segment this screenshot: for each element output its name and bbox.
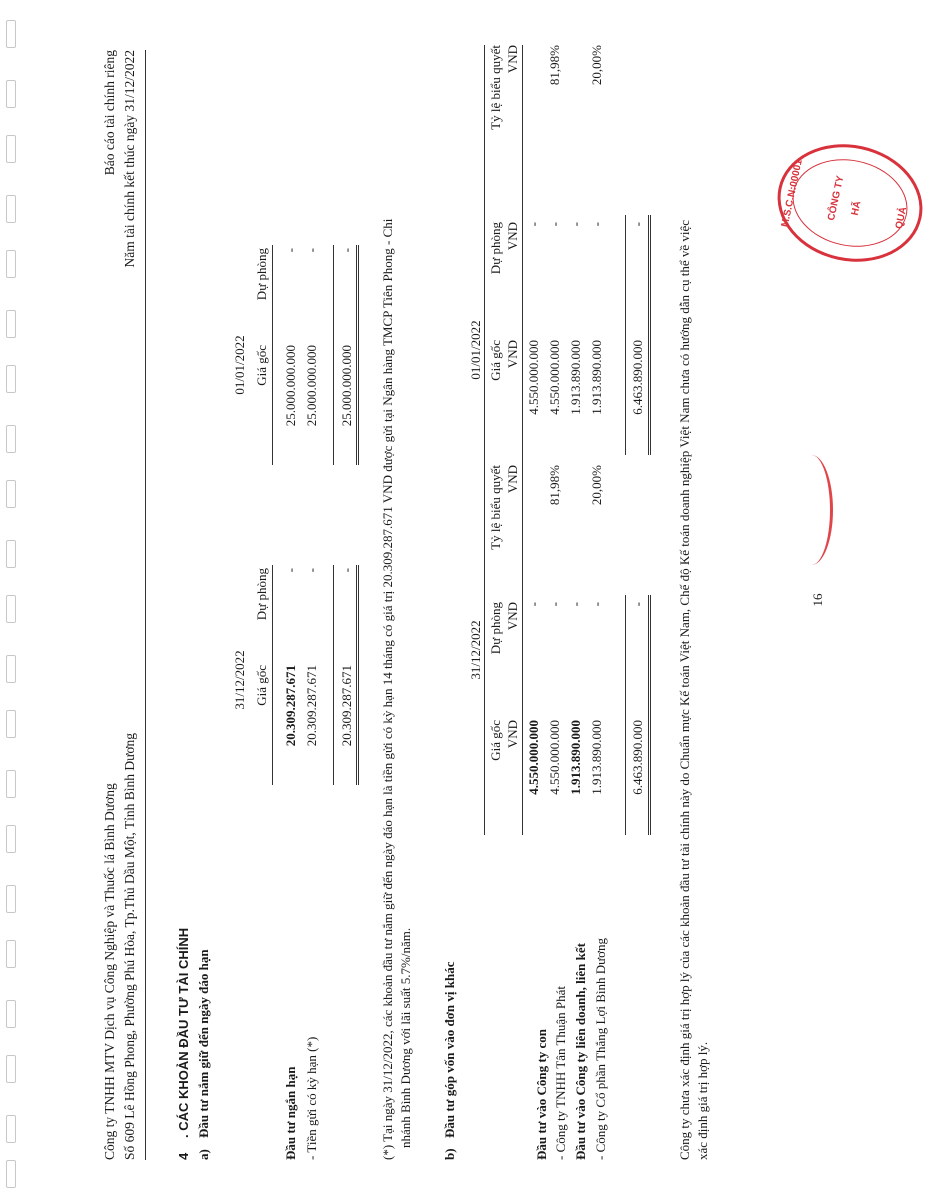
part-a-double-rule bbox=[356, 245, 359, 465]
part-a-row-label: Đầu tư ngắn hạn bbox=[283, 1066, 298, 1160]
part-b-vote1: 20,00% bbox=[589, 465, 604, 506]
part-a-title: Đầu tư nắm giữ đến ngày đáo hạn bbox=[196, 949, 211, 1138]
part-b-prov1: - bbox=[547, 602, 562, 607]
part-b-unit: VND bbox=[505, 465, 520, 494]
part-b-prov1: - bbox=[589, 602, 604, 607]
part-b-cost1: 4.550.000.000 bbox=[547, 720, 562, 795]
header-rule bbox=[145, 50, 146, 1160]
binder-hole bbox=[6, 310, 16, 338]
part-b-vote2: 81,98% bbox=[547, 45, 562, 86]
binder-hole bbox=[6, 80, 16, 108]
part-a-total-rule bbox=[333, 245, 334, 465]
part-a-prov1: - bbox=[304, 568, 319, 573]
part-a-prov2: - bbox=[283, 248, 298, 253]
part-b-period2: 01/01/2022 bbox=[468, 320, 483, 380]
binder-hole bbox=[6, 365, 16, 393]
report-title: Báo cáo tài chính riêng bbox=[102, 50, 117, 176]
part-a-total-cost2: 25.000.000.000 bbox=[339, 345, 354, 427]
section-title: . CÁC KHOẢN ĐẦU TƯ TÀI CHÍNH bbox=[176, 927, 191, 1138]
binder-hole bbox=[6, 425, 16, 453]
rotated-page bbox=[50, 20, 850, 1180]
part-a-letter: a) bbox=[196, 1149, 211, 1160]
part-a-cost2: 25.000.000.000 bbox=[283, 345, 298, 427]
part-b-prov2: - bbox=[526, 222, 541, 227]
binder-hole bbox=[6, 1115, 16, 1143]
part-b-title: Đầu tư góp vốn vào đơn vị khác bbox=[442, 961, 457, 1138]
part-b-vote1: 81,98% bbox=[547, 465, 562, 506]
part-b-unit: VND bbox=[505, 720, 520, 749]
part-b-col-prov1: Dự phòng bbox=[488, 602, 503, 655]
part-b-total-rule bbox=[625, 595, 626, 835]
part-b-cost1: 1.913.890.000 bbox=[568, 720, 583, 795]
part-b-prov1: - bbox=[568, 602, 583, 607]
part-b-col-cost1: Giá gốc bbox=[488, 720, 503, 761]
part-b-period-rule bbox=[484, 45, 485, 835]
binder-hole bbox=[6, 250, 16, 278]
part-a-col-cost1: Giá gốc bbox=[254, 665, 269, 706]
section-number: 4 bbox=[176, 1152, 191, 1160]
company-name: Công ty TNHH MTV Dịch vụ Công Nghiệp và Thuốc lá Bình Dương bbox=[102, 783, 117, 1160]
part-a-double-rule bbox=[356, 565, 359, 785]
part-b-prov2: - bbox=[568, 222, 583, 227]
binder-hole bbox=[6, 480, 16, 508]
part-b-prov1: - bbox=[526, 602, 541, 607]
seal-text: M.S.C.N:00001 bbox=[779, 158, 805, 229]
part-a-total-rule bbox=[333, 565, 334, 785]
part-a-prov2: - bbox=[304, 248, 319, 253]
part-a-header-rule bbox=[272, 565, 273, 785]
part-b-cost1: 1.913.890.000 bbox=[589, 720, 604, 795]
part-a-note-line2: nhánh Bình Dương với lãi suất 5.7%/năm. bbox=[398, 927, 413, 1148]
part-b-cost1: 4.550.000.000 bbox=[526, 720, 541, 795]
binder-hole bbox=[6, 710, 16, 738]
binder-hole bbox=[6, 195, 16, 223]
binder-hole bbox=[6, 20, 16, 48]
part-a-total-cost1: 20.309.287.671 bbox=[339, 665, 354, 747]
part-b-cost2: 4.550.000.000 bbox=[526, 340, 541, 415]
part-a-note-line1: (*) Tại ngày 31/12/2022, các khoản đầu tư nắm giữ đến ngày đáo hạn là tiền gửi có kỳ hạn 14 tháng có giá trị 20.309.287.671 VND được gửi tại Ngân hàng TMCP Tiên Phong - Chi bbox=[380, 218, 395, 1160]
part-a-header-rule bbox=[272, 245, 273, 465]
part-b-cost2: 1.913.890.000 bbox=[589, 340, 604, 415]
part-b-period1: 31/12/2022 bbox=[468, 620, 483, 680]
binder-hole bbox=[6, 940, 16, 968]
part-b-unit: VND bbox=[505, 340, 520, 369]
binder-holes bbox=[6, 20, 18, 1190]
part-b-unit: VND bbox=[505, 222, 520, 251]
binder-hole bbox=[6, 1055, 16, 1083]
part-b-row-label: - Công ty Cổ phần Thắng Lợi Bình Dương bbox=[593, 937, 608, 1160]
page-number: 16 bbox=[810, 593, 825, 607]
part-b-col-vote1: Tỷ lệ biểu quyết bbox=[488, 465, 503, 550]
part-b-total-rule bbox=[625, 215, 626, 455]
part-b-double-rule bbox=[648, 215, 651, 455]
part-a-row-label: - Tiền gửi có kỳ hạn (*) bbox=[304, 1036, 319, 1160]
part-b-header-rule bbox=[522, 45, 523, 835]
part-a-period1: 31/12/2022 bbox=[232, 650, 247, 710]
part-b-col-vote2: Tỷ lệ biểu quyết bbox=[488, 45, 503, 130]
part-b-unit: VND bbox=[505, 45, 520, 74]
part-b-letter: b) bbox=[442, 1148, 457, 1160]
part-b-prov2: - bbox=[589, 222, 604, 227]
part-a-period2: 01/01/2022 bbox=[232, 335, 247, 395]
binder-hole bbox=[6, 825, 16, 853]
part-b-cost2: 1.913.890.000 bbox=[568, 340, 583, 415]
part-b-total-cost2: 6.463.890.000 bbox=[630, 340, 645, 415]
footer-note-line1: Công ty chưa xác định giá trị hợp lý của các khoản đầu tư tài chính này do Chuẩn mực Kế toán Việt Nam, Chế độ Kế toán doanh nghiệp Việt Nam chưa có hướng dẫn cụ thể về việc bbox=[677, 219, 692, 1160]
part-b-prov2: - bbox=[547, 222, 562, 227]
binder-hole bbox=[6, 540, 16, 568]
part-b-row-label: - Công ty TNHH Tân Thuận Phát bbox=[553, 985, 568, 1160]
part-b-total-cost1: 6.463.890.000 bbox=[630, 720, 645, 795]
part-a-cost1: 20.309.287.671 bbox=[283, 665, 298, 747]
part-b-total-prov2: - bbox=[630, 222, 645, 227]
part-a-col-prov1: Dự phòng bbox=[254, 568, 269, 621]
seal-text: HÃ bbox=[849, 200, 864, 217]
part-b-col-cost2: Giá gốc bbox=[488, 340, 503, 381]
part-b-row-label: Đầu tư vào Công ty liên doanh, liên kết bbox=[573, 943, 588, 1160]
seal-text: QUẢ bbox=[893, 205, 910, 230]
part-b-row-label: Đầu tư vào Công ty con bbox=[534, 1029, 549, 1160]
part-a-col-prov2: Dự phòng bbox=[254, 248, 269, 301]
part-a-total-prov1: - bbox=[339, 568, 354, 573]
binder-hole bbox=[6, 770, 16, 798]
binder-hole bbox=[6, 655, 16, 683]
binder-hole bbox=[6, 885, 16, 913]
part-b-double-rule bbox=[648, 595, 651, 835]
part-b-cost2: 4.550.000.000 bbox=[547, 340, 562, 415]
part-b-vote2: 20,00% bbox=[589, 45, 604, 86]
binder-hole bbox=[6, 135, 16, 163]
part-a-col-cost2: Giá gốc bbox=[254, 345, 269, 386]
binder-hole bbox=[6, 1000, 16, 1028]
footer-note-line2: xác định giá trị hợp lý. bbox=[695, 1041, 710, 1160]
binder-hole bbox=[6, 595, 16, 623]
part-a-total-prov2: - bbox=[339, 248, 354, 253]
part-a-cost1: 20.309.287.671 bbox=[304, 665, 319, 747]
part-a-cost2: 25.000.000.000 bbox=[304, 345, 319, 427]
report-period: Năm tài chính kết thúc ngày 31/12/2022 bbox=[122, 50, 137, 268]
seal-text: CÔNG TY bbox=[826, 174, 847, 222]
part-b-unit: VND bbox=[505, 602, 520, 631]
part-b-col-prov2: Dự phòng bbox=[488, 222, 503, 275]
company-address: Số 609 Lê Hồng Phong, Phường Phú Hòa, Tp.Thủ Dầu Một, Tỉnh Bình Dương bbox=[122, 732, 137, 1160]
part-b-total-prov1: - bbox=[630, 602, 645, 607]
part-a-prov1: - bbox=[283, 568, 298, 573]
binder-hole bbox=[6, 1160, 16, 1188]
